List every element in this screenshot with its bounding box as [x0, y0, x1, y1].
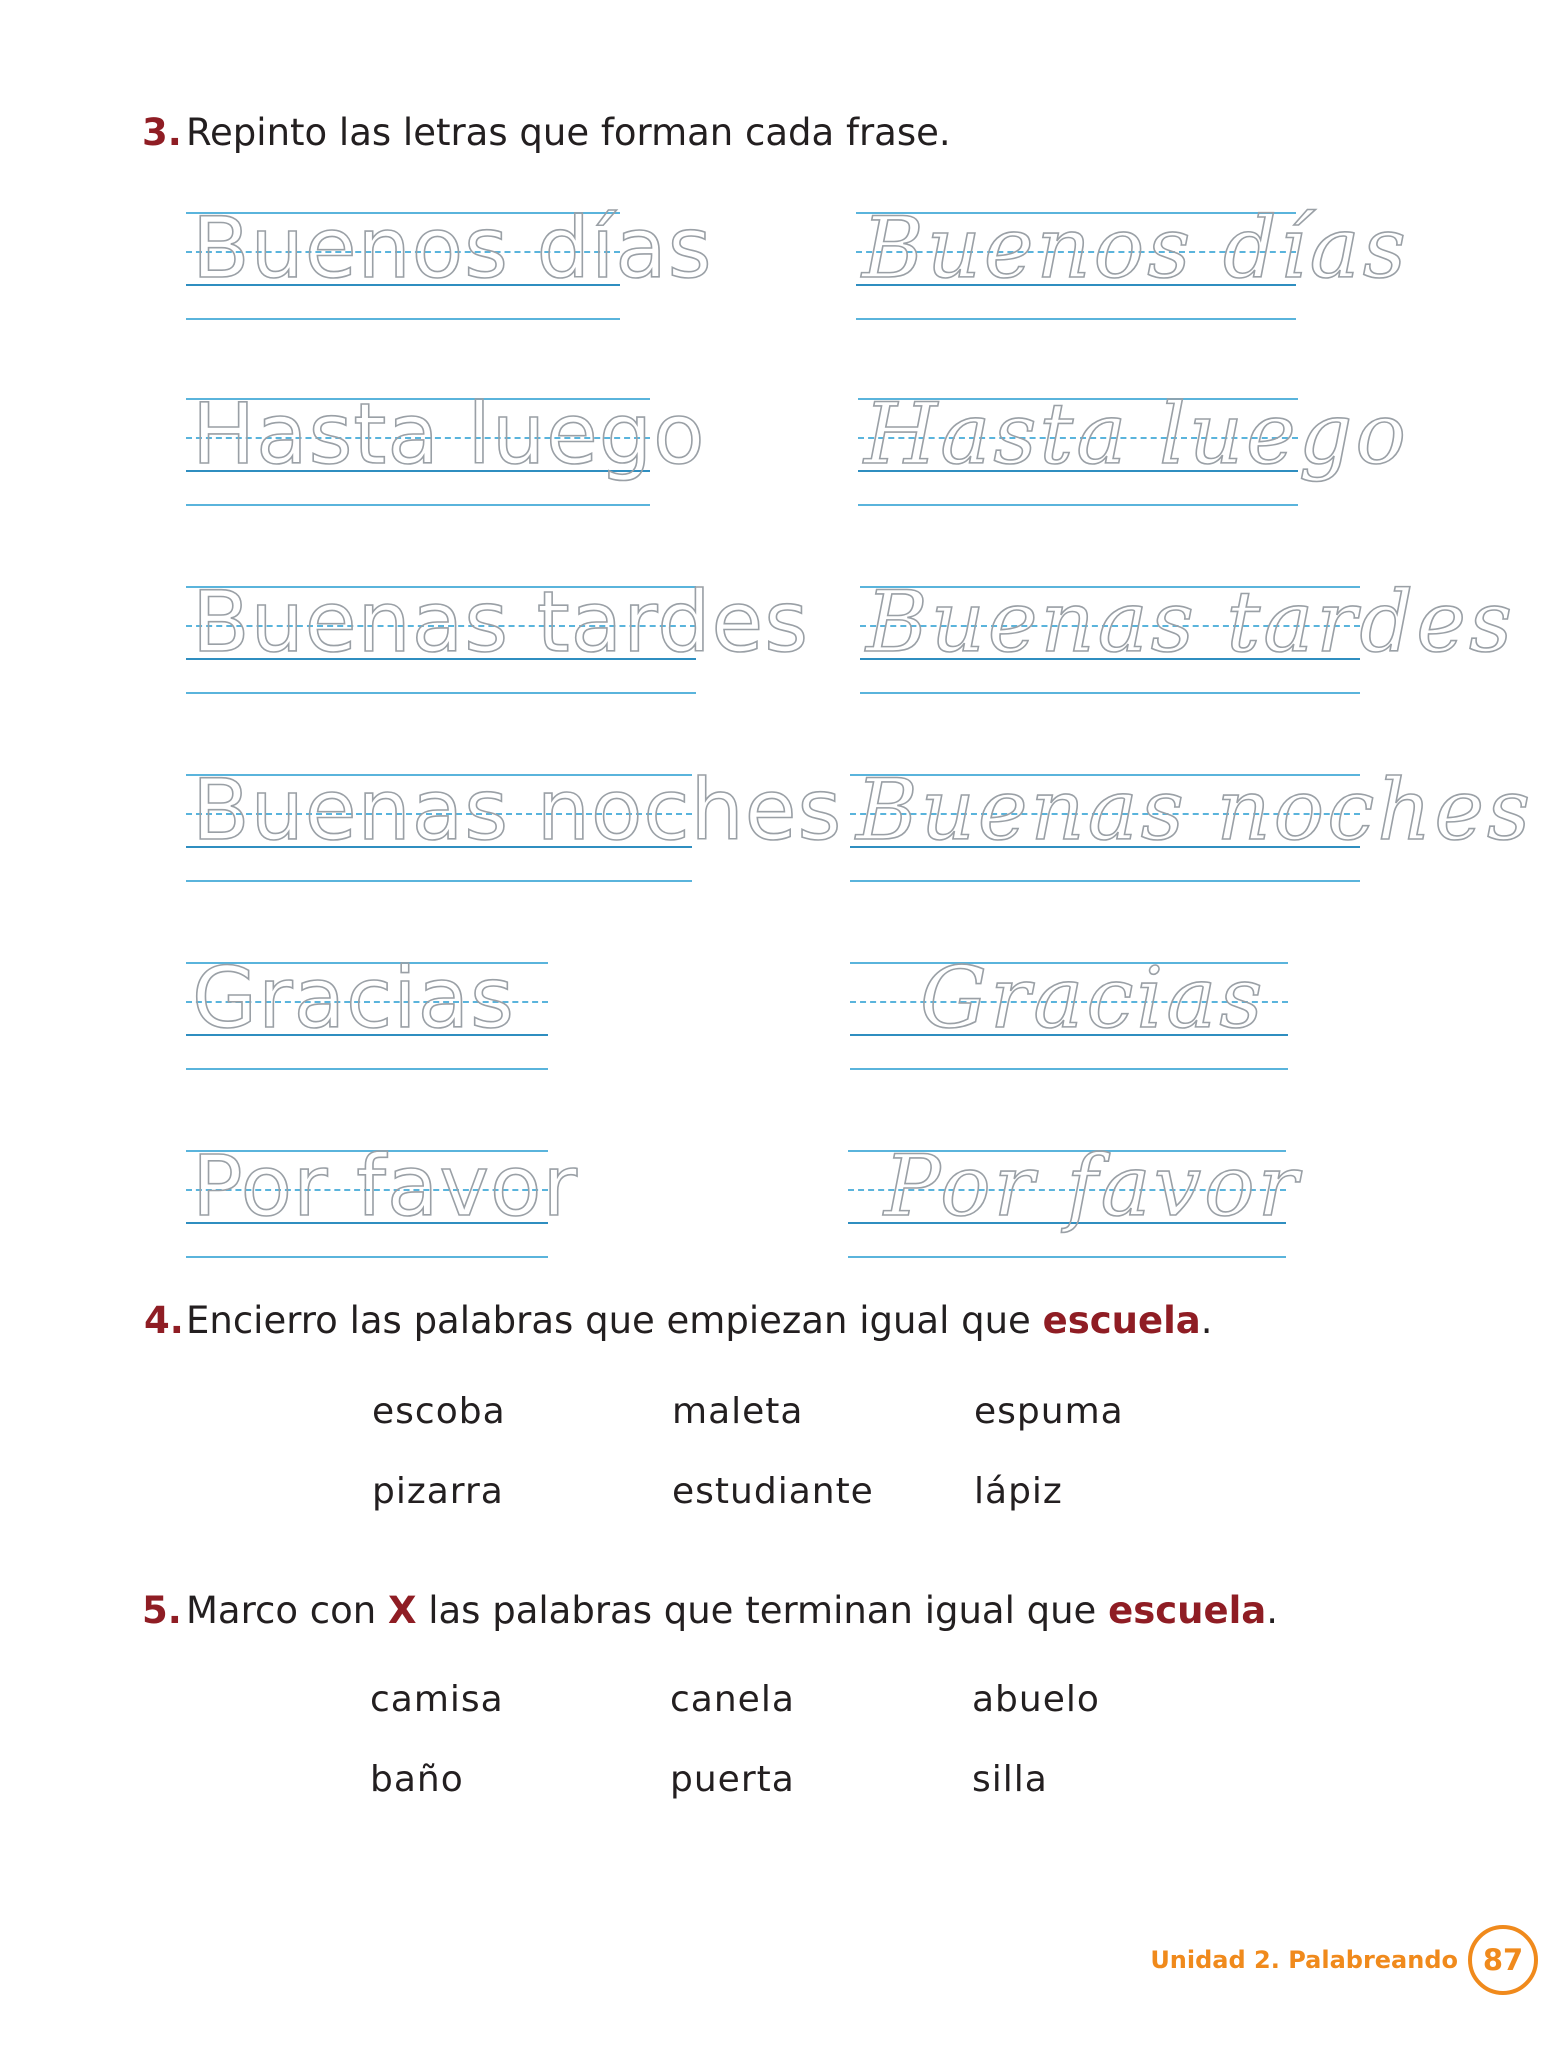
practice-row-buenas-noches-print	[186, 761, 843, 882]
practice-row-buenos-dias-cursive	[856, 199, 1409, 320]
page-footer	[1150, 1920, 1538, 2000]
trace-text-cursive[interactable]: Hasta luego	[864, 385, 1409, 483]
word-option[interactable]: escoba	[372, 1391, 506, 1432]
word-option[interactable]: camisa	[370, 1679, 504, 1720]
practice-row-por-favor-print	[186, 1137, 578, 1258]
trace-text-cursive[interactable]: Por favor	[884, 1137, 1301, 1235]
trace-text-print[interactable]: Buenas tardes	[192, 573, 809, 671]
exercise-4-number: 4.	[144, 1299, 184, 1342]
exercise-5-instruction	[186, 1589, 1278, 1632]
exercise-5-keyword: escuela	[1108, 1589, 1267, 1632]
practice-row-hasta-luego-cursive	[858, 385, 1409, 506]
trace-text-cursive[interactable]: Buenas noches	[856, 761, 1534, 859]
word-option[interactable]: pizarra	[372, 1471, 504, 1512]
exercise-5-instruction-part1: Marco con	[186, 1589, 388, 1632]
word-option[interactable]: maleta	[672, 1391, 804, 1432]
word-option[interactable]: baño	[370, 1759, 464, 1800]
trace-text-print[interactable]: Buenos días	[192, 199, 713, 297]
exercise-5-number: 5.	[142, 1589, 182, 1632]
trace-text-print[interactable]: Buenas noches	[192, 761, 843, 859]
exercise-5-period: .	[1266, 1589, 1278, 1632]
practice-row-buenos-dias-print	[186, 199, 713, 320]
word-option[interactable]: espuma	[974, 1391, 1124, 1432]
practice-row-gracias-cursive	[850, 949, 1288, 1070]
exercise-3-number: 3.	[142, 111, 182, 154]
trace-text-print[interactable]: Hasta luego	[192, 385, 706, 483]
trace-text-print[interactable]: Gracias	[192, 949, 515, 1047]
practice-row-gracias-print	[186, 949, 548, 1070]
exercise-5-instruction-part2: las palabras que terminan igual que	[416, 1589, 1109, 1632]
practice-row-buenas-tardes-cursive	[860, 573, 1516, 694]
trace-text-cursive[interactable]: Buenas tardes	[866, 573, 1516, 671]
word-option[interactable]: puerta	[670, 1759, 795, 1800]
page-number: 87	[1482, 1943, 1524, 1977]
exercise-4-instruction-text: Encierro las palabras que empiezan igual que	[186, 1299, 1043, 1342]
word-option[interactable]: lápiz	[974, 1471, 1063, 1512]
word-option[interactable]: canela	[670, 1679, 795, 1720]
trace-text-cursive[interactable]: Buenos días	[862, 199, 1409, 297]
exercise-4-instruction	[186, 1299, 1213, 1342]
practice-row-buenas-noches-cursive	[850, 761, 1534, 882]
trace-text-print[interactable]: Por favor	[192, 1137, 578, 1235]
word-option[interactable]: abuelo	[972, 1679, 1100, 1720]
exercise-5-mark-symbol: X	[387, 1589, 417, 1632]
practice-row-buenas-tardes-print	[186, 573, 809, 694]
exercise-4-keyword: escuela	[1042, 1299, 1201, 1342]
unit-label: Unidad 2. Palabreando	[1150, 1946, 1458, 1974]
word-option[interactable]: silla	[972, 1759, 1048, 1800]
exercise-3-instruction: Repinto las letras que forman cada frase.	[186, 111, 951, 154]
exercise-4-period: .	[1200, 1299, 1213, 1342]
practice-row-por-favor-cursive	[848, 1137, 1301, 1258]
page-number-badge	[1468, 1925, 1538, 1995]
trace-text-cursive[interactable]: Gracias	[920, 949, 1266, 1047]
word-option[interactable]: estudiante	[672, 1471, 874, 1512]
practice-row-hasta-luego-print	[186, 385, 706, 506]
